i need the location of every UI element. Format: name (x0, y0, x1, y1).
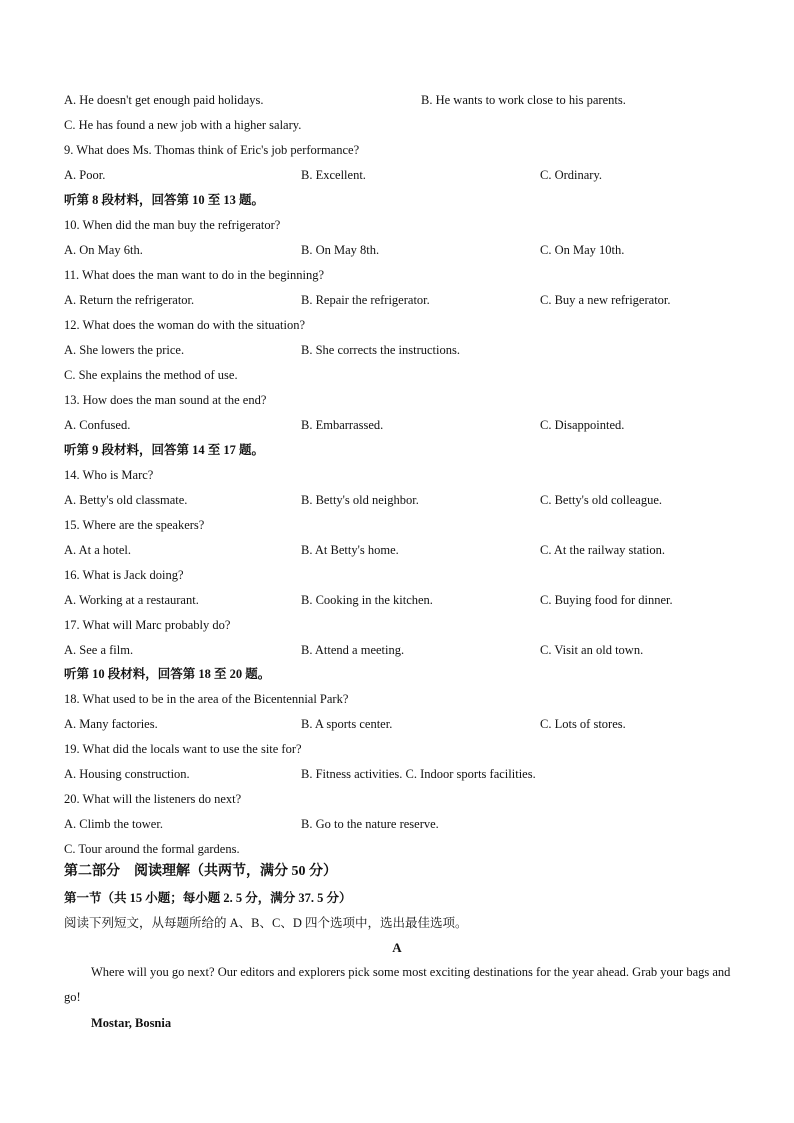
q15-option-c: C. At the railway station. (540, 543, 665, 557)
q12-option-b: B. She corrects the instructions. (301, 343, 460, 357)
q10-option-b: B. On May 8th. (301, 243, 380, 257)
q19-option-a: A. Housing construction. (64, 767, 190, 781)
q20-question: 20. What will the listeners do next? (64, 792, 242, 806)
q16-option-b: B. Cooking in the kitchen. (301, 593, 433, 607)
section-10-heading: 听第 10 段材料，回答第 18 至 20 题。 (64, 667, 271, 681)
q9-option-c: C. Ordinary. (540, 168, 603, 182)
section-8-heading: 听第 8 段材料，回答第 10 至 13 题。 (64, 193, 265, 207)
q18-option-b: B. A sports center. (301, 717, 393, 731)
q8-option-b: B. He wants to work close to his parents. (421, 93, 626, 107)
q15-option-a: A. At a hotel. (64, 543, 132, 557)
q11-option-a: A. Return the refrigerator. (64, 293, 195, 307)
q8-option-a: A. He doesn't get enough paid holidays. (64, 93, 264, 107)
q15-option-b: B. At Betty's home. (301, 543, 399, 557)
q13-option-a: A. Confused. (64, 418, 131, 432)
passage-label: A (392, 940, 402, 955)
q20-option-b: B. Go to the nature reserve. (301, 817, 439, 831)
q9-question: 9. What does Ms. Thomas think of Eric's job performance? (64, 143, 360, 157)
q13-option-b: B. Embarrassed. (301, 418, 384, 432)
q10-option-c: C. On May 10th. (540, 243, 625, 257)
q13-option-c: C. Disappointed. (540, 418, 625, 432)
q11-option-b: B. Repair the refrigerator. (301, 293, 430, 307)
q14-option-b: B. Betty's old neighbor. (301, 493, 419, 507)
q17-option-a: A. See a film. (64, 643, 134, 657)
q9-option-b: B. Excellent. (301, 168, 366, 182)
q11-option-c: C. Buy a new refrigerator. (540, 293, 671, 307)
reading-instructions: 阅读下列短文，从每题所给的 A、B、C、D 四个选项中，选出最佳选项。 (64, 916, 468, 930)
q16-option-a: A. Working at a restaurant. (64, 593, 199, 607)
q13-question: 13. How does the man sound at the end? (64, 393, 267, 407)
q20-option-c: C. Tour around the formal gardens. (64, 842, 240, 856)
q10-question: 10. When did the man buy the refrigerator? (64, 218, 281, 232)
q10-option-a: A. On May 6th. (64, 243, 143, 257)
q14-question: 14. Who is Marc? (64, 468, 154, 482)
q17-option-c: C. Visit an old town. (540, 643, 644, 657)
q11-question: 11. What does the man want to do in the beginning? (64, 268, 325, 282)
destination-subheading: Mostar, Bosnia (91, 1016, 172, 1030)
q14-option-c: C. Betty's old colleague. (540, 493, 663, 507)
q15-question: 15. Where are the speakers? (64, 518, 205, 532)
section-9-heading: 听第 9 段材料，回答第 14 至 17 题。 (64, 443, 265, 457)
part-2-section-1-heading: 第一节（共 15 小题；每小题 2. 5 分，满分 37. 5 分） (64, 891, 352, 905)
q18-option-a: A. Many factories. (64, 717, 158, 731)
part-2-heading: 第二部分 阅读理解（共两节，满分 50 分） (64, 864, 337, 879)
q17-option-b: B. Attend a meeting. (301, 643, 405, 657)
q18-question: 18. What used to be in the area of the Bicentennial Park? (64, 692, 349, 706)
q20-option-a: A. Climb the tower. (64, 817, 163, 831)
q9-option-a: A. Poor. (64, 168, 106, 182)
q16-question: 16. What is Jack doing? (64, 568, 184, 582)
q14-option-a: A. Betty's old classmate. (64, 493, 188, 507)
q18-option-c: C. Lots of stores. (540, 717, 626, 731)
q12-option-a: A. She lowers the price. (64, 343, 185, 357)
q12-question: 12. What does the woman do with the situation? (64, 318, 306, 332)
q19-question: 19. What did the locals want to use the site for? (64, 742, 302, 756)
q19-option-b-c: B. Fitness activities. C. Indoor sports facilities. (301, 767, 536, 781)
passage-intro: Where will you go next? Our editors and explorers pick some most exciting destinations for the year ahead. Grab your bags and go! (64, 965, 731, 1004)
q12-option-c: C. She explains the method of use. (64, 368, 238, 382)
q8-option-c: C. He has found a new job with a higher salary. (64, 118, 302, 132)
q16-option-c: C. Buying food for dinner. (540, 593, 673, 607)
q17-question: 17. What will Marc probably do? (64, 618, 231, 632)
